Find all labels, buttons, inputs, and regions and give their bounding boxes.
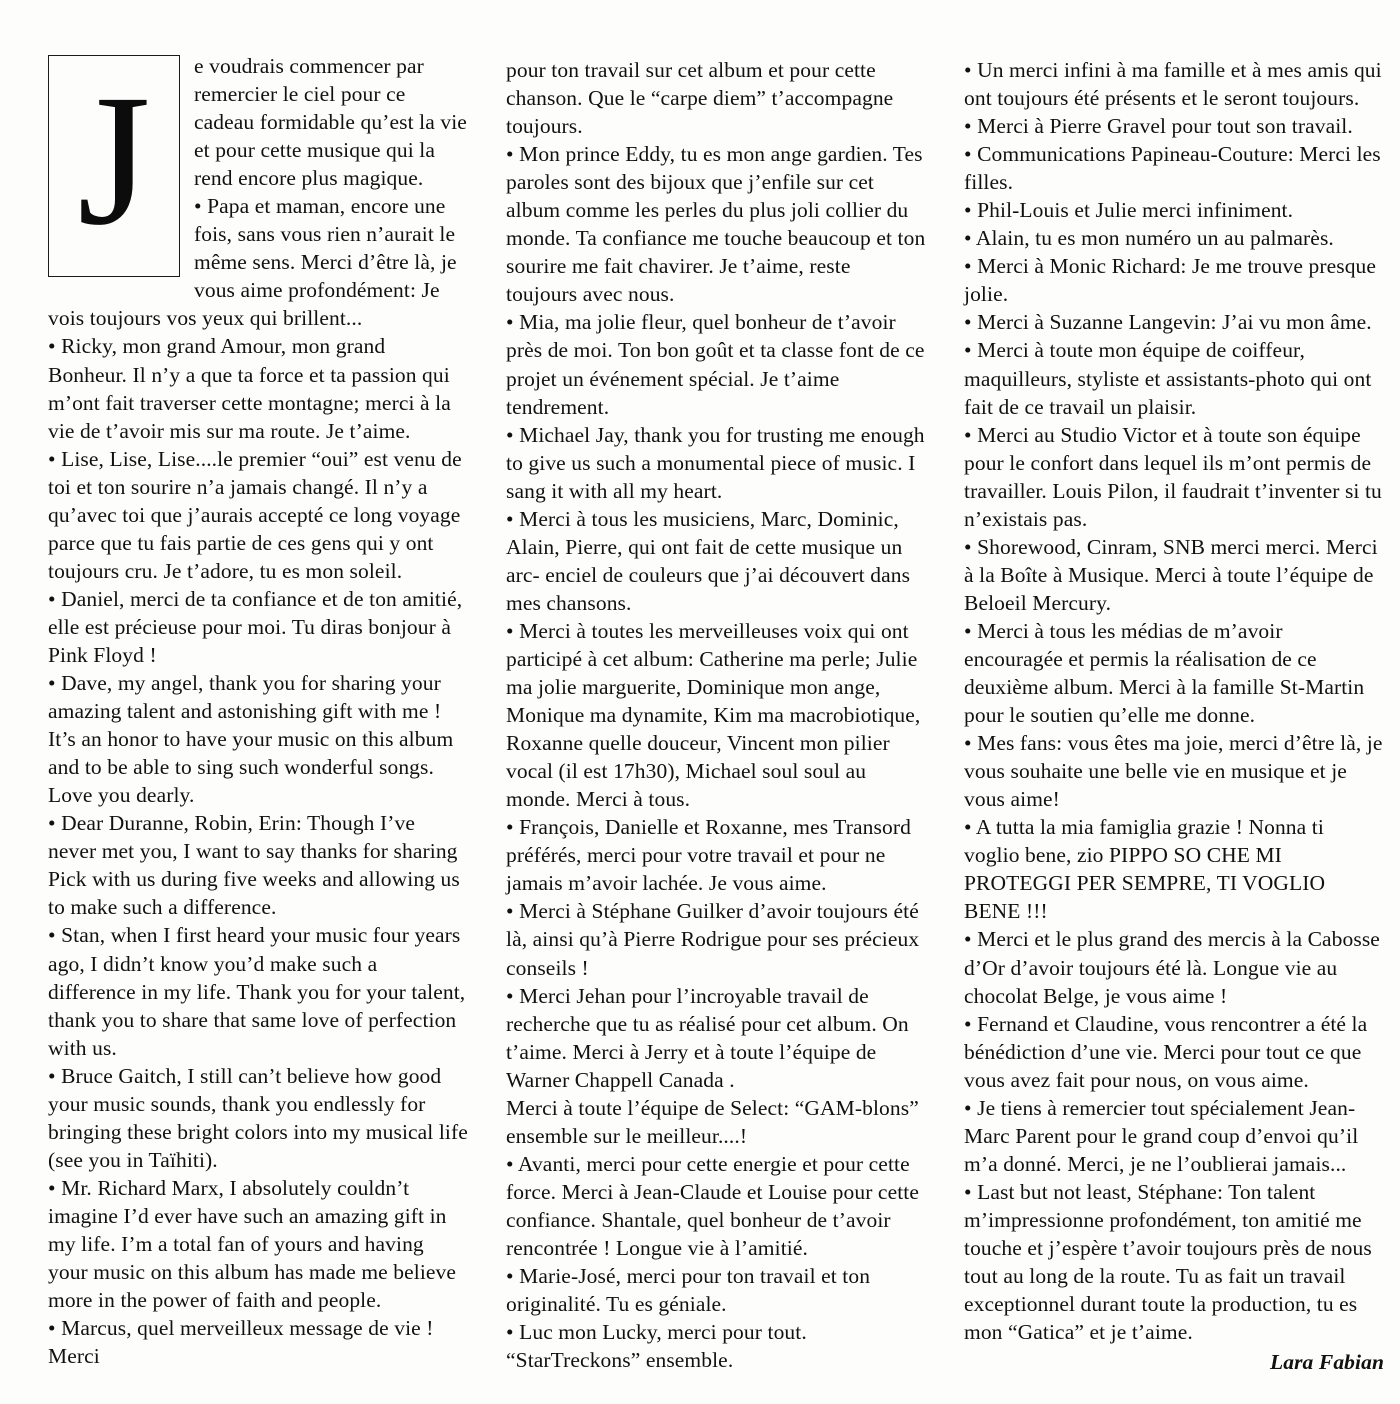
paragraph: • Merci à tous les médias de m’avoir encouragée et permis la réalisation de ce deuxième album. Merci à la famille St-Martin pour le soutien qu’elle me donne. — [964, 617, 1384, 729]
paragraph: • Papa et maman, encore une fois, sans vous rien n’aurait le même sens. Merci d’être là, je vous aime profondément: Je vois toujours vos yeux qui brillent... — [48, 192, 468, 332]
paragraph: • Je tiens à remercier tout spécialement Jean-Marc Parent pour le grand coup d’envoi qu’il m’a donné. Merci, je ne l’oublierai jamais... — [964, 1094, 1384, 1178]
column-2 — [506, 52, 926, 1374]
column-1 — [48, 52, 468, 1370]
paragraph: • Phil-Louis et Julie merci infiniment. — [964, 196, 1384, 224]
paragraph: e voudrais commencer par remercier le ciel pour ce cadeau formidable qu’est la vie et pour cette musique qui la rend encore plus magique. — [194, 54, 467, 191]
paragraph: • Communications Papineau-Couture: Merci les filles. — [964, 140, 1384, 196]
text-columns — [48, 52, 1384, 1375]
signature: Lara Fabian — [1270, 1350, 1384, 1375]
paragraph: • Merci et le plus grand des mercis à la Cabosse d’Or d’avoir toujours été là. Longue vie au chocolat Belge, je vous aime ! — [964, 925, 1384, 1009]
paragraph: • Merci à tous les musiciens, Marc, Dominic, Alain, Pierre, qui ont fait de cette musique un arc- enciel de couleurs que j’ai découvert dans mes chansons. — [506, 505, 926, 617]
paragraph: • François, Danielle et Roxanne, mes Transord préférés, merci pour votre travail et pour ne jamais m’avoir lachée. Je vous aime. — [506, 813, 926, 897]
paragraph: • Dear Duranne, Robin, Erin: Though I’ve never met you, I want to say thanks for sharing Pick with us during five weeks and allowing us to make such a difference. — [48, 809, 468, 921]
paragraph: • Merci à Pierre Gravel pour tout son travail. — [964, 112, 1384, 140]
paragraph: • Dave, my angel, thank you for sharing your amazing talent and astonishing gift with me ! It’s an honor to have your music on this album and to be able to sing such wonderful songs. Love you dearly. — [48, 669, 468, 809]
paragraph: • Marie-José, merci pour ton travail et ton originalité. Tu es géniale. — [506, 1262, 926, 1318]
paragraph: • Mia, ma jolie fleur, quel bonheur de t’avoir près de moi. Ton bon goût et ta classe font de ce projet un événement spécial. Je t’aime tendrement. — [506, 308, 926, 420]
paragraph: • Mr. Richard Marx, I absolutely couldn’t imagine I’d ever have such an amazing gift in my life. I’m a total fan of yours and having your music on this album has made me believe more in the power of faith and people. — [48, 1174, 468, 1314]
paragraph: • Shorewood, Cinram, SNB merci merci. Merci à la Boîte à Musique. Merci à toute l’équipe de Beloeil Mercury. — [964, 533, 1384, 617]
paragraph: • Avanti, merci pour cette energie et pour cette force. Merci à Jean-Claude et Louise pour cette confiance. Shantale, quel bonheur de t’avoir rencontrée ! Longue vie à l’amitié. — [506, 1150, 926, 1262]
paragraph: • Last but not least, Stéphane: Ton talent m’impressionne profondément, ton amitié me touche et j’espère t’avoir toujours près de nous tout au long de la route. Tu as fait un travail exceptionnel durant toute la production, tu es mon “Gatica” et je t’aime. — [964, 1178, 1384, 1346]
paragraph: • Mon prince Eddy, tu es mon ange gardien. Tes paroles sont des bijoux que j’enfile sur cet album comme les perles du plus joli collier du monde. Ta confiance me touche beaucoup et ton sourire me fait chavirer. Je t’aime, reste toujours avec nous. — [506, 140, 926, 308]
paragraph: • Merci Jehan pour l’incroyable travail de recherche que tu as réalisé pour cet album. On t’aime. Merci à Jerry et à toute l’équipe de Warner Chappell Canada . — [506, 982, 926, 1094]
paragraph: • Merci à toutes les merveilleuses voix qui ont participé à cet album: Catherine ma perle; Julie ma jolie marguerite, Dominique mon ange, Monique ma dynamite, Kim ma macrobiotique, Roxanne quelle douceur, Vincent mon pilier vocal (il est 17h30), Michael soul soul au monde. Merci à tous. — [506, 617, 926, 813]
paragraph: • Merci au Studio Victor et à toute son équipe pour le confort dans lequel ils m’ont permis de travailler. Louis Pilon, il faudrait t’inventer si tu n’existais pas. — [964, 421, 1384, 533]
paragraph: • Fernand et Claudine, vous rencontrer a été la bénédiction d’une vie. Merci pour tout ce que vous avez fait pour nous, on vous aime. — [964, 1010, 1384, 1094]
column-3 — [964, 52, 1384, 1376]
paragraph: • Mes fans: vous êtes ma joie, merci d’être là, je vous souhaite une belle vie en musique et je vous aime! — [964, 729, 1384, 813]
paragraph: • Stan, when I first heard your music four years ago, I didn’t know you’d make such a difference in my life. Thank you for your talent, thank you to share that same love of perfection with us. — [48, 921, 468, 1061]
paragraph: • Un merci infini à ma famille et à mes amis qui ont toujours été présents et le seront toujours. — [964, 56, 1384, 112]
paragraph: • Merci à Suzanne Langevin: J’ai vu mon âme. — [964, 308, 1384, 336]
paragraph: • Luc mon Lucky, merci pour tout. “StarTreckons” ensemble. — [506, 1318, 926, 1374]
paragraph: • Michael Jay, thank you for trusting me enough to give us such a monumental piece of music. I sang it with all my heart. — [506, 421, 926, 505]
paragraph: • Daniel, merci de ta confiance et de ton amitié, elle est précieuse pour moi. Tu diras bonjour à Pink Floyd ! — [48, 585, 468, 669]
paragraph: • Bruce Gaitch, I still can’t believe how good your music sounds, thank you endlessly for bringing these bright colors into my musical life (see you in Taïhiti). — [48, 1062, 468, 1174]
paragraph: pour ton travail sur cet album et pour cette chanson. Que le “carpe diem” t’accompagne toujours. — [506, 58, 894, 139]
drop-cap-letter: J — [48, 55, 180, 277]
paragraph: • Lise, Lise, Lise....le premier “oui” est venu de toi et ton sourire n’a jamais changé. Il n’y a qu’avec toi que j’aurais accepté ce long voyage parce que tu fais partie de ces gens qui y ont toujours cru. Je t’adore, tu es mon soleil. — [48, 445, 468, 585]
dropcap-paragraph — [48, 52, 468, 332]
paragraph: • Merci à toute mon équipe de coiffeur, maquilleurs, styliste et assistants-photo qui ont fait de ce travail un plaisir. — [964, 336, 1384, 420]
paragraph: • Marcus, quel merveilleux message de vie ! Merci — [48, 1314, 468, 1370]
paragraph: • Ricky, mon grand Amour, mon grand Bonheur. Il n’y a que ta force et ta passion qui m’ont fait traverser cette montagne; merci à la vie de t’avoir mis sur ma route. Je t’aime. — [48, 332, 468, 444]
paragraph: • Alain, tu es mon numéro un au palmarès. — [964, 224, 1384, 252]
paragraph: • Merci à Monic Richard: Je me trouve presque jolie. — [964, 252, 1384, 308]
paragraph: Merci à toute l’équipe de Select: “GAM-blons” ensemble sur le meilleur....! — [506, 1095, 919, 1148]
paragraph: • Merci à Stéphane Guilker d’avoir toujours été là, ainsi qu’à Pierre Rodrigue pour ses précieux conseils ! — [506, 897, 926, 981]
paragraph: • A tutta la mia famiglia grazie ! Nonna ti voglio bene, zio PIPPO SO CHE MI PROTEGGI PER SEMPRE, TI VOGLIO BENE !!! — [964, 813, 1384, 925]
